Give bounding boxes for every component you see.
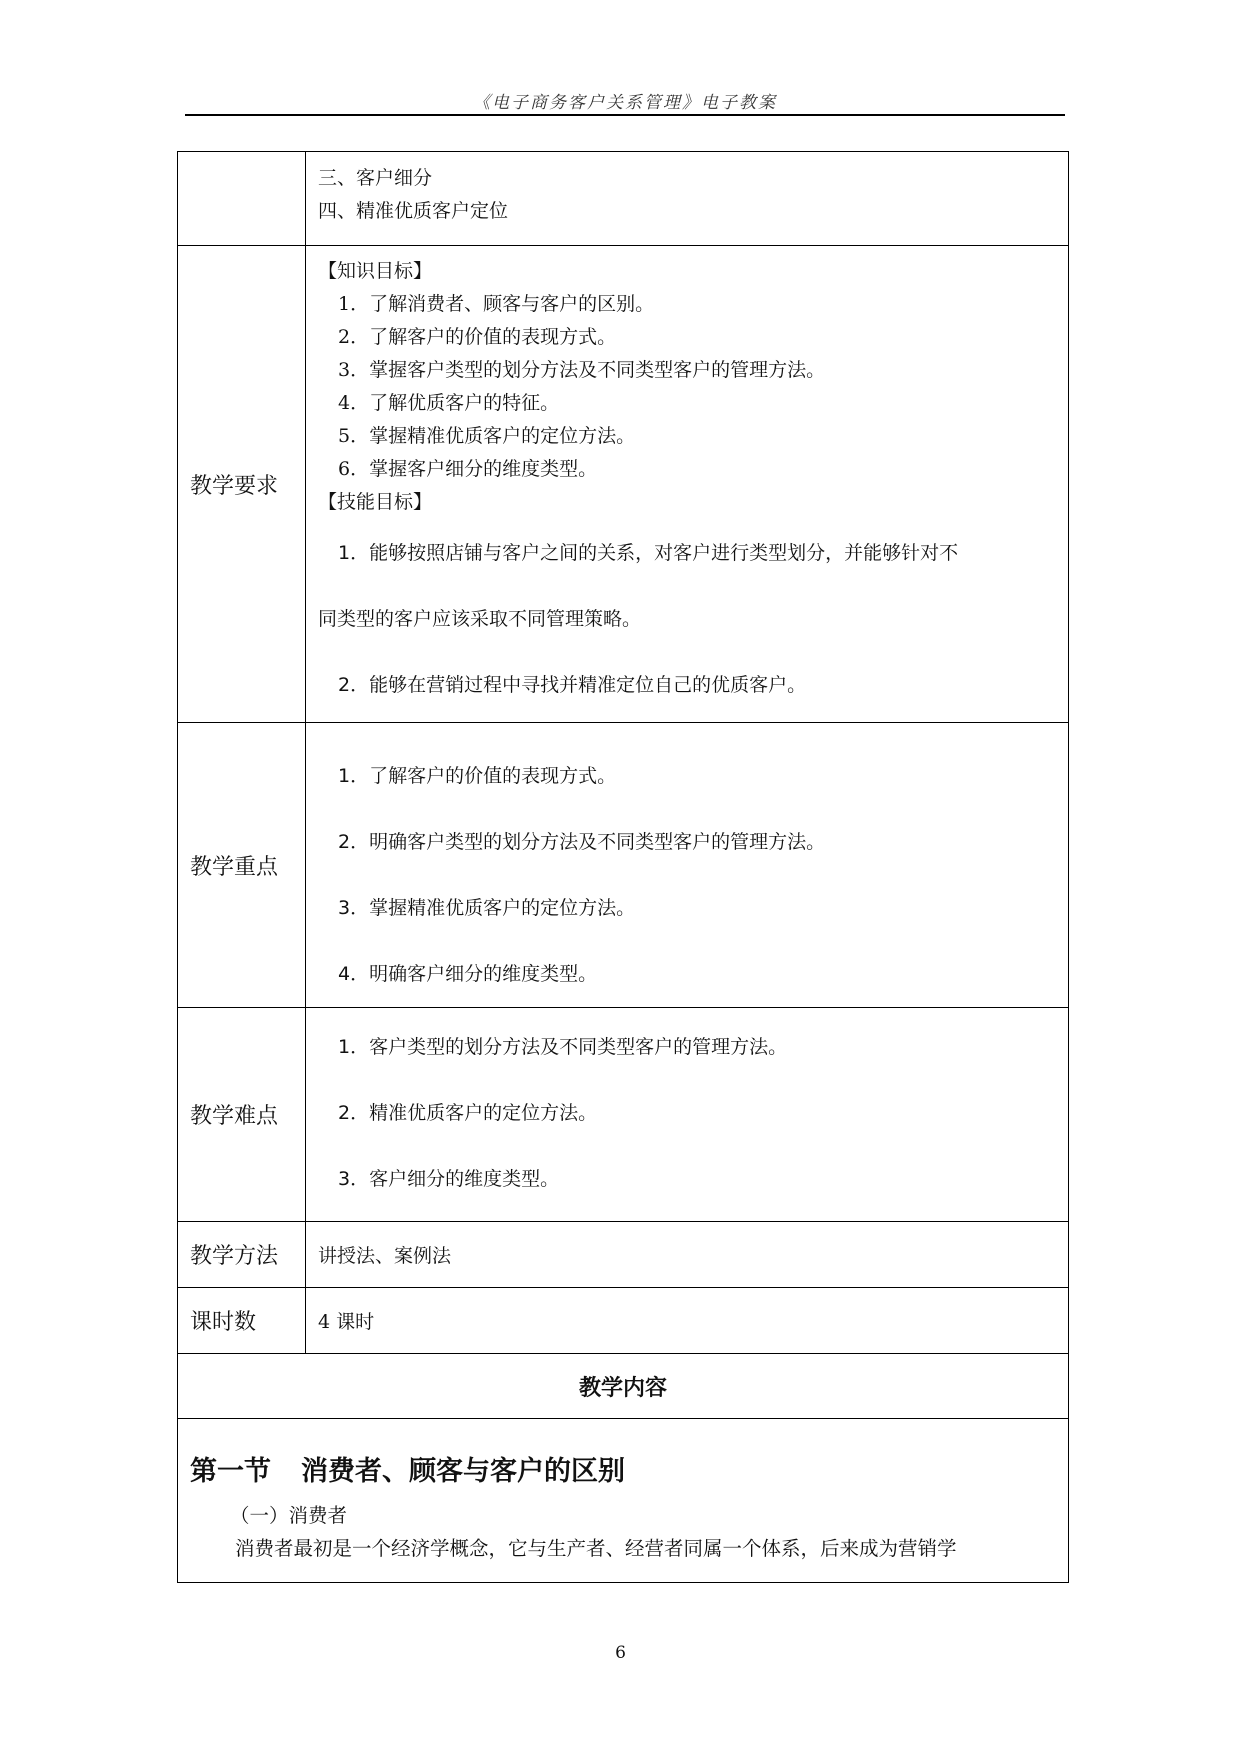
- skill-item-1-line1: 1．能够按照店铺与客户之间的关系，对客户进行类型划分，并能够针对不: [338, 542, 959, 564]
- key-point-item: 1．了解客户的价值的表现方式。: [338, 765, 617, 787]
- content-cell-hours: [306, 1288, 1069, 1354]
- table-row-difficulties: [178, 1008, 1069, 1222]
- empty-label-cell: [178, 152, 306, 246]
- subheading: （一）消费者: [230, 1504, 348, 1527]
- content-cell-continuation: [306, 152, 1069, 246]
- label-requirements: 教学要求: [178, 246, 306, 723]
- content-cell-difficulties: [306, 1008, 1069, 1222]
- knowledge-item: 6．掌握客户细分的维度类型。: [338, 458, 598, 480]
- skill-item-1-line2: 同类型的客户应该采取不同管理策略。: [318, 608, 642, 630]
- hours-value: 4 课时: [318, 1311, 375, 1333]
- table-row-hours: [178, 1288, 1069, 1354]
- page-number: 6: [615, 1643, 626, 1663]
- document-header-title: 《电子商务客户关系管理》电子教案: [473, 93, 777, 113]
- content-body-cell: [178, 1419, 1069, 1583]
- label-hours: 课时数: [178, 1288, 306, 1354]
- section-number: 第一节: [190, 1456, 271, 1487]
- table-row-continuation: [178, 152, 1069, 246]
- method-value: 讲授法、案例法: [318, 1245, 452, 1267]
- content-cell-method: [306, 1222, 1069, 1288]
- skill-heading: 【技能目标】: [318, 491, 433, 513]
- skill-item-2: 2．能够在营销过程中寻找并精准定位自己的优质客户。: [338, 674, 807, 696]
- content-cell-requirements: [306, 246, 1069, 723]
- section-title-text: 消费者、顾客与客户的区别: [301, 1456, 625, 1487]
- paragraph-line: 消费者最初是一个经济学概念，它与生产者、经营者同属一个体系，后来成为营销学: [235, 1537, 957, 1560]
- label-difficulties: 教学难点: [178, 1008, 306, 1222]
- knowledge-item: 4．了解优质客户的特征。: [338, 392, 560, 414]
- knowledge-item: 1．了解消费者、顾客与客户的区别。: [338, 293, 655, 315]
- difficulty-item: 2．精准优质客户的定位方法。: [338, 1102, 598, 1124]
- label-key-points: 教学重点: [178, 723, 306, 1008]
- header-rule: [185, 114, 1065, 116]
- difficulty-item: 1．客户类型的划分方法及不同类型客户的管理方法。: [338, 1036, 788, 1058]
- outline-item-3: 三、客户细分: [318, 167, 433, 189]
- table-row-method: [178, 1222, 1069, 1288]
- knowledge-item: 2．了解客户的价值的表现方式。: [338, 326, 617, 348]
- content-header: 教学内容: [178, 1354, 1069, 1419]
- outline-item-4: 四、精准优质客户定位: [318, 200, 509, 222]
- table-row-content-header: [178, 1354, 1069, 1419]
- section-title: [178, 1447, 1068, 1497]
- key-point-item: 4．明确客户细分的维度类型。: [338, 963, 598, 985]
- knowledge-item: 3．掌握客户类型的划分方法及不同类型客户的管理方法。: [338, 359, 826, 381]
- table-row-requirements: [178, 246, 1069, 723]
- content-cell-key-points: [306, 723, 1069, 1008]
- label-method: 教学方法: [178, 1222, 306, 1288]
- key-point-item: 2．明确客户类型的划分方法及不同类型客户的管理方法。: [338, 831, 826, 853]
- lesson-plan-table: [177, 151, 1069, 1583]
- table-row-content: [178, 1419, 1069, 1583]
- difficulty-item: 3．客户细分的维度类型。: [338, 1168, 560, 1190]
- table-row-key-points: [178, 723, 1069, 1008]
- knowledge-item: 5．掌握精准优质客户的定位方法。: [338, 425, 636, 447]
- knowledge-heading: 【知识目标】: [318, 260, 433, 282]
- key-point-item: 3．掌握精准优质客户的定位方法。: [338, 897, 636, 919]
